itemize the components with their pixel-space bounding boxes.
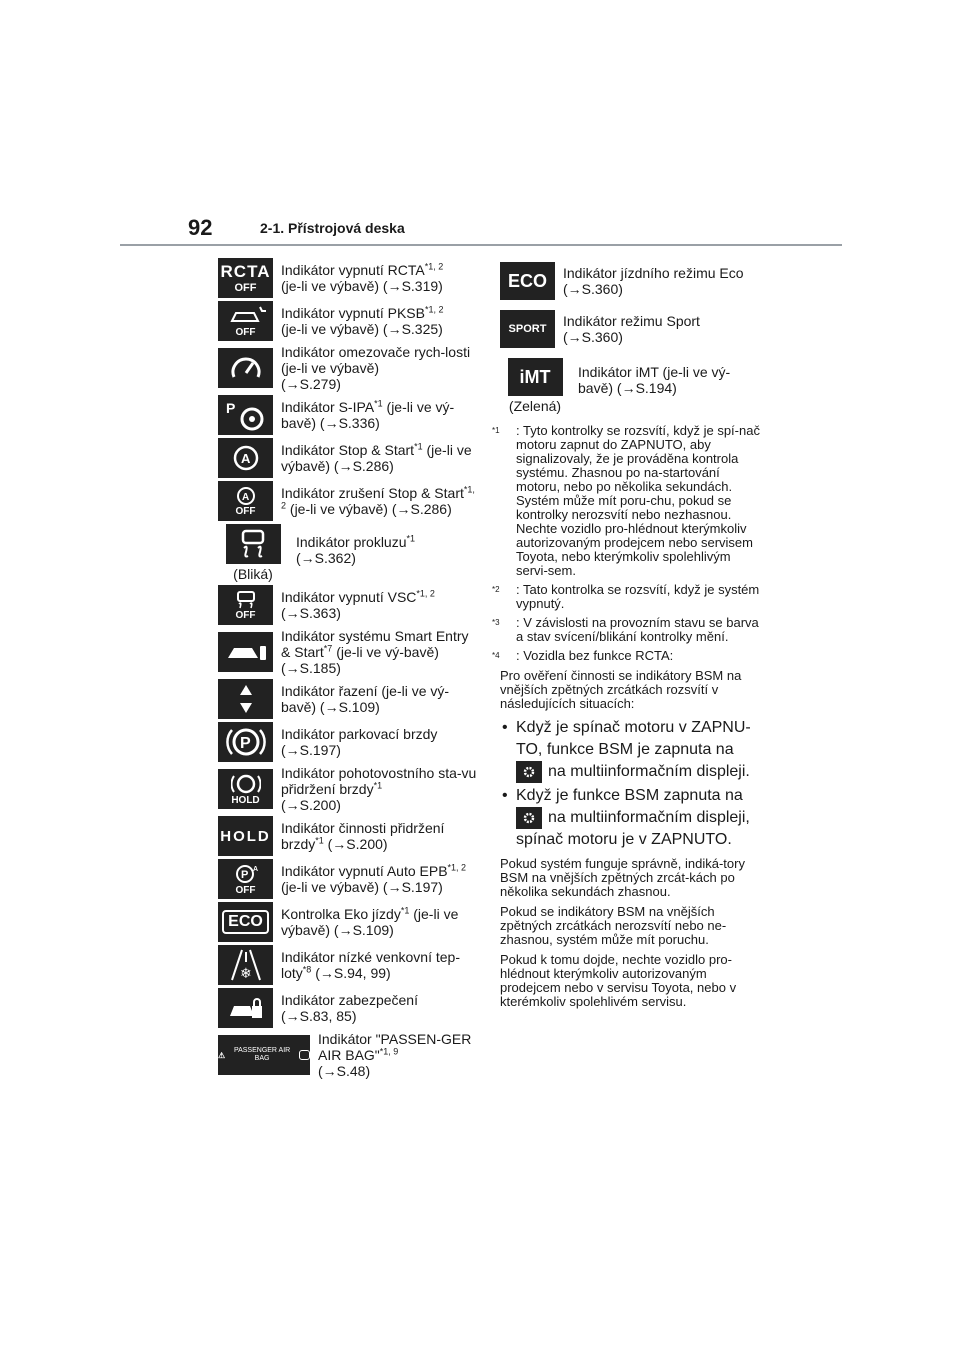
bsm-paragraph: Pokud k tomu dojde, nechte vozidlo pro-hlédnout kterýmkoliv autorizovaným prodejcem nebo v servisu Toyota, nebo v kterémkoliv spolehlivém servisu. bbox=[500, 952, 737, 1010]
indicator-row bbox=[218, 679, 480, 719]
indicator-row bbox=[218, 1031, 480, 1079]
low-temp-icon bbox=[218, 945, 273, 985]
indicator-description: Indikátor nízké venkovní tep-loty$^{*8}$ (→S.94, 99) bbox=[281, 949, 460, 981]
svg-text:A: A bbox=[240, 451, 250, 466]
page-number: 92 bbox=[188, 215, 213, 240]
indicator-description: Indikátor pohotovostního sta-vu přidržení brzdy$^{*1}$ (→S.200) bbox=[281, 765, 477, 813]
indicator-row bbox=[218, 395, 480, 435]
indicator-description: Indikátor vypnutí Auto EPB$^{*1, 2}$ (je-li ve výbavě) (→S.197) bbox=[281, 862, 467, 895]
blinking-note: (Bliká) bbox=[233, 566, 273, 582]
brake-hold-active-icon: HOLD bbox=[218, 816, 273, 856]
indicator-row bbox=[218, 438, 480, 478]
svg-text:P: P bbox=[239, 735, 251, 752]
indicator-row bbox=[218, 628, 480, 676]
indicator-row bbox=[218, 585, 480, 625]
bsm-intro: Pro ověření činnosti se indikátory BSM na vnějších zpětných zrcátkách rozsvítí v následujících situacích: bbox=[500, 668, 742, 711]
slip-icon bbox=[226, 524, 281, 564]
indicator-row bbox=[218, 524, 480, 582]
color-note: (Zelená) bbox=[508, 398, 562, 414]
indicator-description: Indikátor vypnutí RCTA$^{*1, 2}$ (je-li ve výbavě) (→S.319) bbox=[281, 261, 444, 294]
indicator-row bbox=[218, 765, 480, 813]
indicator-description: Indikátor prokluzu$^{*1}$ (→S.362) bbox=[296, 533, 416, 566]
indicator-description: Indikátor parkovací brzdy (→S.197) bbox=[281, 726, 438, 758]
rcta-off-icon: RCTA OFF bbox=[218, 258, 273, 298]
bsm-bullet: • Když je spínač motoru v ZAPNU-TO, funkce BSM je zapnuta na na multiinformačním displeji. bbox=[500, 717, 760, 783]
indicator-row bbox=[218, 481, 480, 521]
brake-hold-standby-icon: HOLD bbox=[218, 769, 273, 809]
indicator-description: Indikátor zabezpečení (→S.83, 85) bbox=[281, 992, 418, 1024]
eco-mode-icon: ECO bbox=[500, 262, 555, 300]
indicator-row bbox=[218, 902, 480, 942]
auto-epb-off-icon: P A OFF bbox=[218, 859, 273, 899]
indicator-description: Indikátor jízdního režimu Eco (→S.360) bbox=[563, 265, 744, 297]
eco-drive-icon: ECO bbox=[218, 902, 273, 942]
svg-text:A: A bbox=[252, 865, 258, 873]
bsm-paragraph: Pokud systém funguje správně, indiká-tory BSM na vnějších zpětných zrcát-kách po několika sekundách zhasnou. bbox=[500, 856, 745, 900]
indicator-row bbox=[218, 722, 480, 762]
pksb-off-icon: OFF bbox=[218, 301, 273, 341]
indicator-row bbox=[218, 344, 480, 392]
indicator-description: Indikátor vypnutí VSC$^{*1, 2}$ (→S.363) bbox=[281, 588, 435, 621]
indicator-description: Kontrolka Eko jízdy$^{*1}$ (je-li ve výbavě) (→S.109) bbox=[281, 905, 459, 938]
right-column bbox=[492, 262, 760, 1015]
footnote: $^{*2}$ : Tato kontrolka se rozsvítí, když je systém vypnutý. bbox=[492, 582, 760, 611]
gear-icon bbox=[516, 807, 542, 829]
shift-icon bbox=[218, 679, 273, 719]
parking-brake-icon bbox=[218, 722, 273, 762]
bsm-paragraph: Pokud se indikátory BSM na vnějších zpětných zrcátkách nerozsvítí nebo ne-zhasnou, systém může mít poruchu. bbox=[500, 904, 727, 948]
indicator-description: Indikátor režimu Sport (→S.360) bbox=[563, 313, 700, 345]
svg-text:P: P bbox=[225, 400, 235, 416]
indicator-description: Indikátor "PASSEN-GER AIR BAG"$^{*1, 9}$ (→S.48) bbox=[318, 1031, 472, 1079]
passenger-airbag-icon: ⚠ PASSENGER AIR BAG bbox=[218, 1035, 310, 1075]
security-icon bbox=[218, 988, 273, 1028]
section-title: 2-1. Přístrojová deska bbox=[260, 220, 405, 236]
svg-text:P: P bbox=[240, 868, 248, 881]
indicator-row bbox=[218, 988, 480, 1028]
header-rule bbox=[120, 244, 842, 246]
footnote: $^{*1}$ : Tyto kontrolky se rozsvítí, když je spí-nač motoru zapnut do ZAPNUTO, aby signalizovaly, že je prováděna kontrola systému. Zhasnou po na-startování motoru, nebo po několika sekundách. Systém může mít poru-chu, pokud se kontrolky nerozsvítí nebo nezhasnou. Nechte vozidlo pro-hlédnout kterýmkoliv autorizovaným prodejcem nebo servisem Toyota, nebo kterýmkoliv spolehlivým servi-sem. bbox=[492, 423, 760, 578]
s-ipa-icon bbox=[218, 395, 273, 435]
indicator-description: Indikátor S-IPA$^{*1}$ (je-li ve vý-bavě) (→S.336) bbox=[281, 398, 455, 431]
indicator-description: Indikátor omezovače rych-losti (je-li ve výbavě) (→S.279) bbox=[281, 344, 471, 392]
vsc-off-icon: OFF bbox=[218, 585, 273, 625]
smart-entry-icon bbox=[218, 632, 273, 672]
footnote: $^{*4}$ : Vozidla bez funkce RCTA: bbox=[492, 648, 674, 663]
stop-start-off-icon: A OFF bbox=[218, 481, 273, 521]
indicator-row bbox=[500, 310, 760, 348]
svg-text:A: A bbox=[241, 491, 249, 503]
imt-icon: iMT bbox=[508, 358, 563, 396]
indicator-row bbox=[218, 816, 480, 856]
footnote: $^{*3}$ : V závislosti na provozním stavu se barva a stav svícení/blikání kontrolky mění. bbox=[492, 615, 759, 644]
bsm-bullet: • Když je funkce BSM zapnuta na na multiinformačním displeji, spínač motoru je v ZAPNUTO. bbox=[500, 785, 760, 851]
indicator-row bbox=[218, 859, 480, 899]
svg-text:❄: ❄ bbox=[239, 966, 252, 982]
page-header bbox=[0, 0, 960, 250]
indicator-list-left bbox=[218, 258, 480, 1082]
indicator-description: Indikátor činnosti přidržení brzdy$^{*1}$ (→S.200) bbox=[281, 820, 445, 852]
stop-start-icon bbox=[218, 438, 273, 478]
indicator-row bbox=[500, 358, 760, 414]
indicator-row bbox=[500, 262, 760, 300]
indicator-description: Indikátor Stop & Start$^{*1}$ (je-li ve výbavě) (→S.286) bbox=[281, 441, 472, 474]
indicator-description: Indikátor systému Smart Entry & Start$^{*7}$ (je-li ve vý-bavě) (→S.185) bbox=[281, 628, 469, 676]
indicator-row bbox=[218, 945, 480, 985]
indicator-description: Indikátor vypnutí PKSB$^{*1, 2}$ (je-li ve výbavě) (→S.325) bbox=[281, 304, 444, 337]
gear-icon bbox=[516, 761, 542, 783]
indicator-row bbox=[218, 301, 480, 341]
speed-limiter-icon bbox=[218, 348, 273, 388]
indicator-description: Indikátor řazení (je-li ve vý-bavě) (→S.109) bbox=[281, 683, 450, 715]
indicator-row bbox=[218, 258, 480, 298]
sport-mode-icon: SPORT bbox=[500, 310, 555, 348]
indicator-description: Indikátor zrušení Stop & Start$^{*1, 2}$ (je-li ve výbavě) (→S.286) bbox=[281, 484, 475, 517]
footnotes bbox=[492, 423, 760, 663]
indicator-description: Indikátor iMT (je-li ve vý-bavě) (→S.194) bbox=[578, 364, 731, 396]
